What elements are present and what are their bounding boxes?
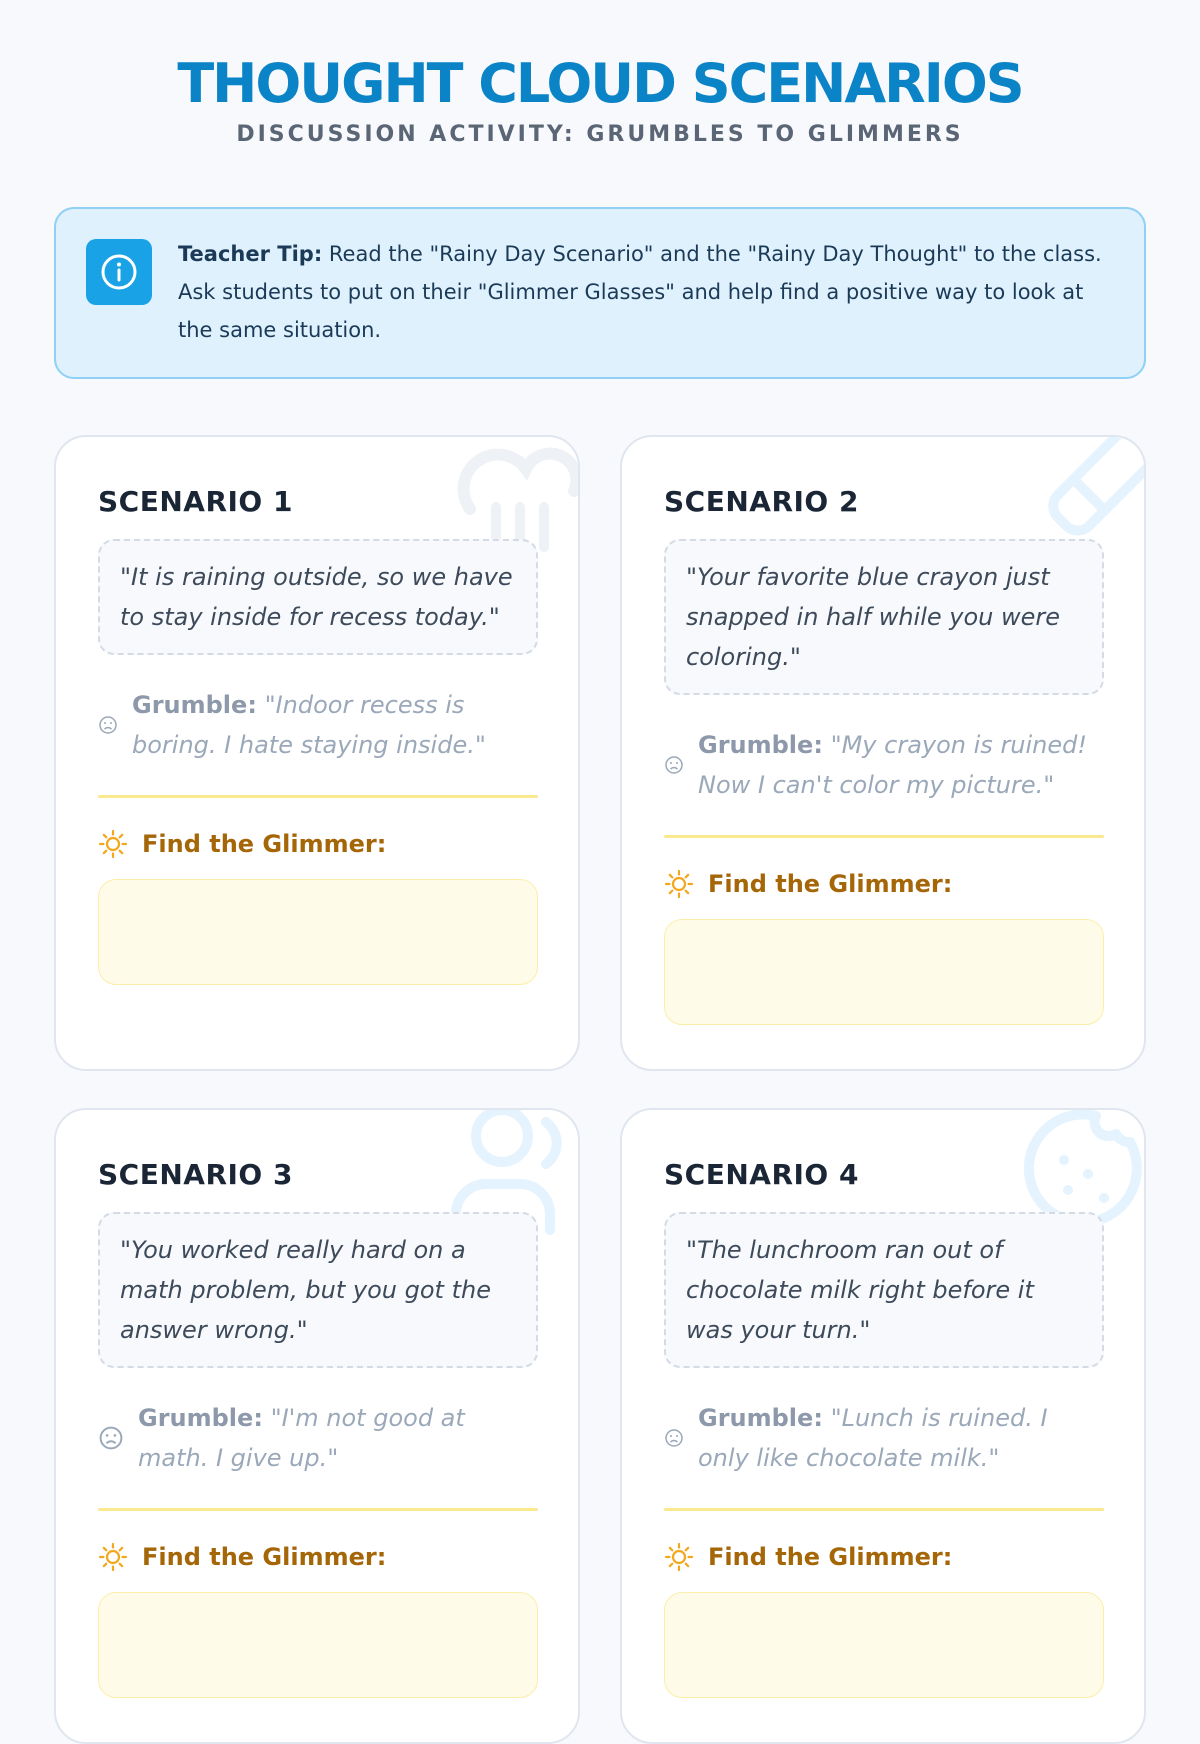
glimmer-label: Find the Glimmer: (142, 830, 387, 858)
grumble-quote: "Lunch is ruined. I only like chocolate milk." (698, 1404, 1048, 1472)
scenario-quote: "The lunchroom ran out of chocolate milk right before it was your turn." (664, 1212, 1104, 1368)
grumble-row (664, 1398, 1104, 1478)
sun-icon (664, 1542, 694, 1572)
sad-face-icon (664, 1428, 684, 1448)
info-icon (86, 239, 152, 305)
scenario-card-4 (620, 1108, 1146, 1744)
scenario-title: SCENARIO 4 (664, 1158, 859, 1191)
scenario-quote: "You worked really hard on a math problem, but you got the answer wrong." (98, 1212, 538, 1368)
grumble-text (132, 685, 538, 765)
scenario-title: SCENARIO 3 (98, 1158, 293, 1191)
grumble-quote: "Indoor recess is boring. I hate staying inside." (132, 691, 486, 759)
grumble-label: Grumble: (132, 691, 257, 719)
grumble-row (664, 725, 1104, 805)
sun-icon (664, 869, 694, 899)
scenario-card-2 (620, 435, 1146, 1071)
teacher-tip-label: Teacher Tip: (178, 242, 323, 266)
sad-face-icon (98, 1425, 124, 1451)
grumble-text (698, 1398, 1104, 1478)
teacher-tip-body: Read the "Rainy Day Scenario" and the "Rainy Day Thought" to the class. Ask students to put on their "Glimmer Glasses" and help find a positive way to look at the same situation. (178, 242, 1102, 342)
sun-icon (98, 829, 128, 859)
divider (98, 795, 538, 798)
glimmer-label: Find the Glimmer: (708, 1543, 953, 1571)
divider (98, 1508, 538, 1511)
teacher-tip-box (54, 207, 1146, 379)
glimmer-label: Find the Glimmer: (142, 1543, 387, 1571)
sun-icon (98, 1542, 128, 1572)
page-title: THOUGHT CLOUD SCENARIOS (177, 52, 1023, 115)
glimmer-row (664, 869, 952, 899)
glimmer-answer-box[interactable] (98, 1592, 538, 1698)
glimmer-row (98, 829, 386, 859)
scenario-quote: "It is raining outside, so we have to stay inside for recess today." (98, 539, 538, 655)
divider (664, 1508, 1104, 1511)
scenario-title: SCENARIO 2 (664, 485, 859, 518)
glimmer-label: Find the Glimmer: (708, 870, 953, 898)
sad-face-icon (98, 715, 118, 735)
grumble-quote: "I'm not good at math. I give up." (138, 1404, 465, 1472)
grumble-label: Grumble: (138, 1404, 263, 1432)
glimmer-answer-box[interactable] (664, 919, 1104, 1025)
grumble-text (698, 725, 1104, 805)
grumble-row (98, 685, 538, 765)
scenario-card-3 (54, 1108, 580, 1744)
grumble-quote: "My crayon is ruined! Now I can't color my picture." (698, 731, 1088, 799)
grumble-row (98, 1398, 538, 1478)
grumble-label: Grumble: (698, 731, 823, 759)
glimmer-row (98, 1542, 386, 1572)
scenario-card-1 (54, 435, 580, 1071)
page-subtitle: DISCUSSION ACTIVITY: GRUMBLES TO GLIMMERS (236, 122, 964, 147)
sad-face-icon (664, 755, 684, 775)
grumble-label: Grumble: (698, 1404, 823, 1432)
divider (664, 835, 1104, 838)
glimmer-answer-box[interactable] (664, 1592, 1104, 1698)
glimmer-answer-box[interactable] (98, 879, 538, 985)
teacher-tip-text (178, 235, 1118, 349)
scenario-quote: "Your favorite blue crayon just snapped in half while you were coloring." (664, 539, 1104, 695)
scenario-title: SCENARIO 1 (98, 485, 293, 518)
glimmer-row (664, 1542, 952, 1572)
grumble-text (138, 1398, 538, 1478)
